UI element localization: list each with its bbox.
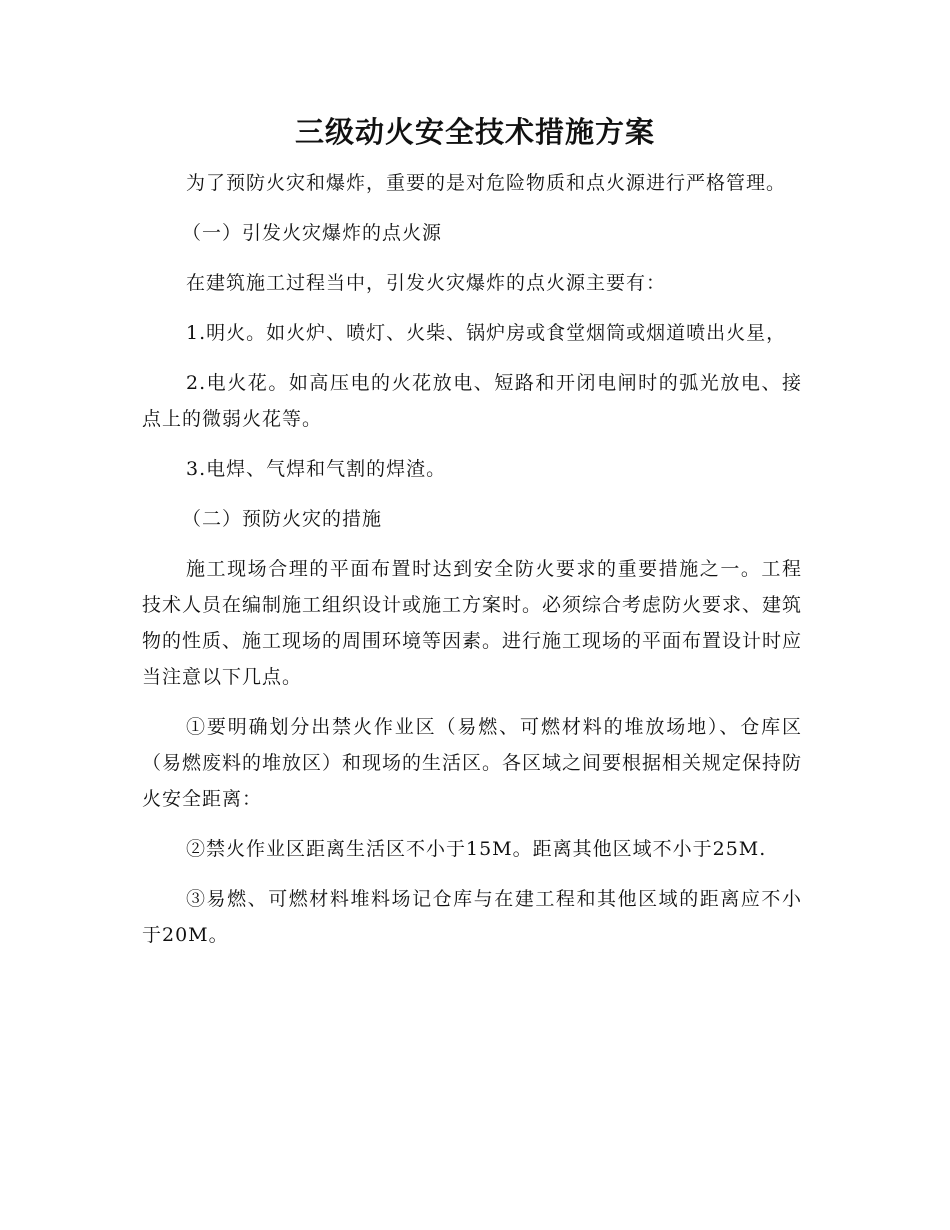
circled-item-1: ①要明确划分出禁火作业区（易燃、可燃材料的堆放场地）、仓库区（易燃废料的堆放区）和现场的生活区。各区域之间要根据相关规定保持防火安全距离： [142, 716, 803, 810]
layout-paragraph: 施工现场合理的平面布置时达到安全防火要求的重要措施之一。工程技术人员在编制施工组织设计或施工方案时。必须综合考虑防火要求、建筑物的性质、施工现场的周围环境等因素。进行施工现场的平面布置设计时应当注意以下几点。 [142, 558, 803, 688]
list-item-electric-spark: 2.电火花。如高压电的火花放电、短路和开闭电闸时的弧光放电、接点上的微弱火花等。 [142, 372, 802, 430]
list-item-open-flame: 1.明火。如火炉、喷灯、火柴、锅炉房或食堂烟筒或烟道喷出火星， [186, 322, 787, 344]
list-item-welding-slag: 3.电焊、气焊和气割的焊渣。 [186, 458, 447, 480]
ignition-sources-intro: 在建筑施工过程当中，引发火灾爆炸的点火源主要有： [186, 272, 667, 294]
document-body [142, 165, 802, 967]
section-heading-prevention: （二）预防火灾的措施 [182, 508, 383, 530]
circled-item-2: ②禁火作业区距离生活区不小于15M。距离其他区域不小于25M. [186, 838, 767, 860]
intro-paragraph: 为了预防火灾和爆炸，重要的是对危险物质和点火源进行严格管理。 [186, 172, 787, 194]
section-heading-ignition-sources: （一）引发火灾爆炸的点火源 [182, 222, 443, 244]
circled-item-3: ③易燃、可燃材料堆料场记仓库与在建工程和其他区域的距离应不小于20M。 [142, 888, 802, 946]
document-title: 三级动火安全技术措施方案 [294, 115, 655, 149]
